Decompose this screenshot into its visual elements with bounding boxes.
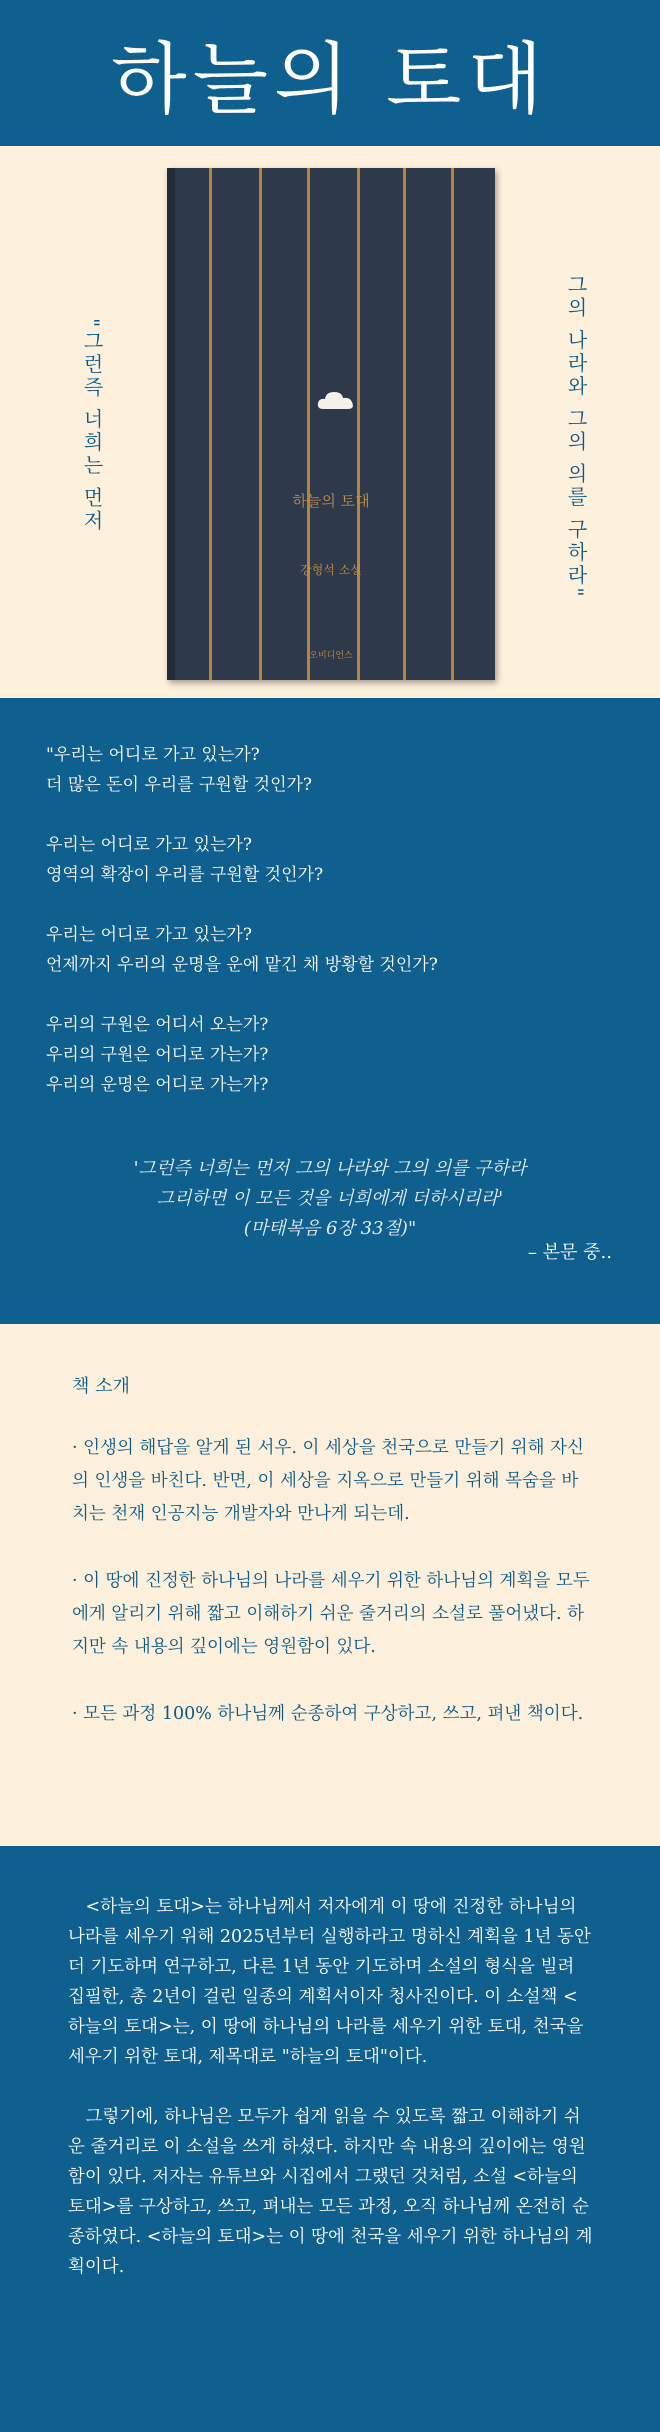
stanza-line: 우리의 구원은 어디서 오는가? (46, 1015, 269, 1035)
book-title: 하늘의 토대 (292, 492, 370, 510)
stanza-line: 우리의 구원은 어디로 가는가? (46, 1045, 269, 1065)
book-intro-section (0, 1324, 660, 1846)
stanza-line: 더 많은 돈이 우리를 구원할 것인가? (46, 775, 313, 795)
intro-heading: 책 소개 (72, 1376, 130, 1397)
quote-source: – 본문 중.. (527, 1242, 612, 1263)
stanza-line: 우리의 운명은 어디로 가는가? (46, 1075, 269, 1095)
right-vertical-quote: 그의 나라와 그의 의를 구하라" (564, 274, 588, 600)
title-banner (0, 0, 660, 146)
intro-item: · 이 땅에 진정한 하나님의 나라를 세우기 위한 하나님의 계획을 모두에게 알리기 위해 짧고 이해하기 쉬운 줄거리의 소설로 풀어냈다. 하지만 속 내용의 깊이에는 영원함이 있다. (72, 1571, 590, 1657)
intro-list (72, 1432, 592, 1765)
book-publisher: 오비디언스 (309, 651, 353, 661)
description-paragraph: <하늘의 토대>는 하나님께서 저자에게 이 땅에 진정한 하나님의 나라를 세우기 위해 2025년부터 실행하라고 명하신 계획을 1년 동안 더 기도하며 연구하고, 다른 1년 동안 기도하며 소설의 형식을 빌려 집필한, 총 2년이 걸린 일종의 계획서이자 청사진이다. 이 소설책 <하늘의 토대>는, 이 땅에 하나님의 나라를 세우기 위한 토대, 천국을 세우기 위한 토대, 제목대로 "하늘의 토대"이다. (68, 1897, 591, 2067)
intro-item: · 모든 과정 100% 하나님께 순종하여 구상하고, 쓰고, 펴낸 책이다. (72, 1704, 584, 1724)
stanza-line: 우리는 어디로 가고 있는가? (46, 835, 252, 855)
stanza-line: 영역의 확장이 우리를 구원할 것인가? (46, 865, 324, 885)
stanza (46, 830, 606, 890)
stanza-line: "우리는 어디로 가고 있는가? (46, 745, 260, 765)
cover-stripe (259, 168, 262, 680)
left-vertical-quote: "그런즉 너희는 먼저 (80, 318, 104, 533)
cloud-icon (317, 390, 355, 410)
book-author: 강형석 소설 (300, 563, 362, 577)
stanza (46, 920, 606, 980)
cover-stripe (307, 168, 310, 680)
stanza-line: 언제까지 우리의 운명을 운에 맡긴 채 방황할 것인가? (46, 955, 438, 975)
cover-section (0, 146, 660, 698)
poem-section (0, 698, 660, 1324)
description-paragraph: 그렇기에, 하나님은 모두가 쉽게 읽을 수 있도록 짧고 이해하기 쉬운 줄거리로 이 소설을 쓰게 하셨다. 하지만 속 내용의 깊이에는 영원함이 있다. 저자는 유튜브와 시집에서 그랬던 것처럼, 소설 <하늘의 토대>를 구상하고, 쓰고, 펴내는 모든 과정, 오직 하나님께 온전히 순종하였다. <하늘의 토대>는 이 땅에 천국을 세우기 위한 하나님의 계획이다. (68, 2107, 593, 2277)
cover-stripe (209, 168, 212, 680)
cover-stripe (451, 168, 454, 680)
quote-line: 그리하면 이 모든 것을 너희에게 더하시리라' (156, 1188, 504, 1209)
cover-stripe (403, 168, 406, 680)
quote-line: (마태복음 6장 33절)" (243, 1218, 417, 1239)
scripture-quote (0, 1154, 660, 1244)
quote-line: '그런즉 너희는 먼저 그의 나라와 그의 의를 구하라 (133, 1158, 527, 1179)
description-section (0, 1846, 660, 2432)
stanza-line: 우리는 어디로 가고 있는가? (46, 925, 252, 945)
poem-stanzas (46, 740, 606, 1130)
stanza (46, 740, 606, 800)
cover-stripe (357, 168, 360, 680)
description-text (68, 1892, 594, 2312)
book-spine (167, 168, 175, 680)
stanza (46, 1010, 606, 1100)
intro-item: · 인생의 해답을 알게 된 서우. 이 세상을 천국으로 만들기 위해 자신의 인생을 바친다. 반면, 이 세상을 지옥으로 만들기 위해 목숨을 바치는 천재 인공지능 개발자와 만나게 되는데. (72, 1438, 584, 1524)
page-title: 하늘의 토대 (111, 35, 549, 125)
book-cover-image (167, 168, 495, 680)
